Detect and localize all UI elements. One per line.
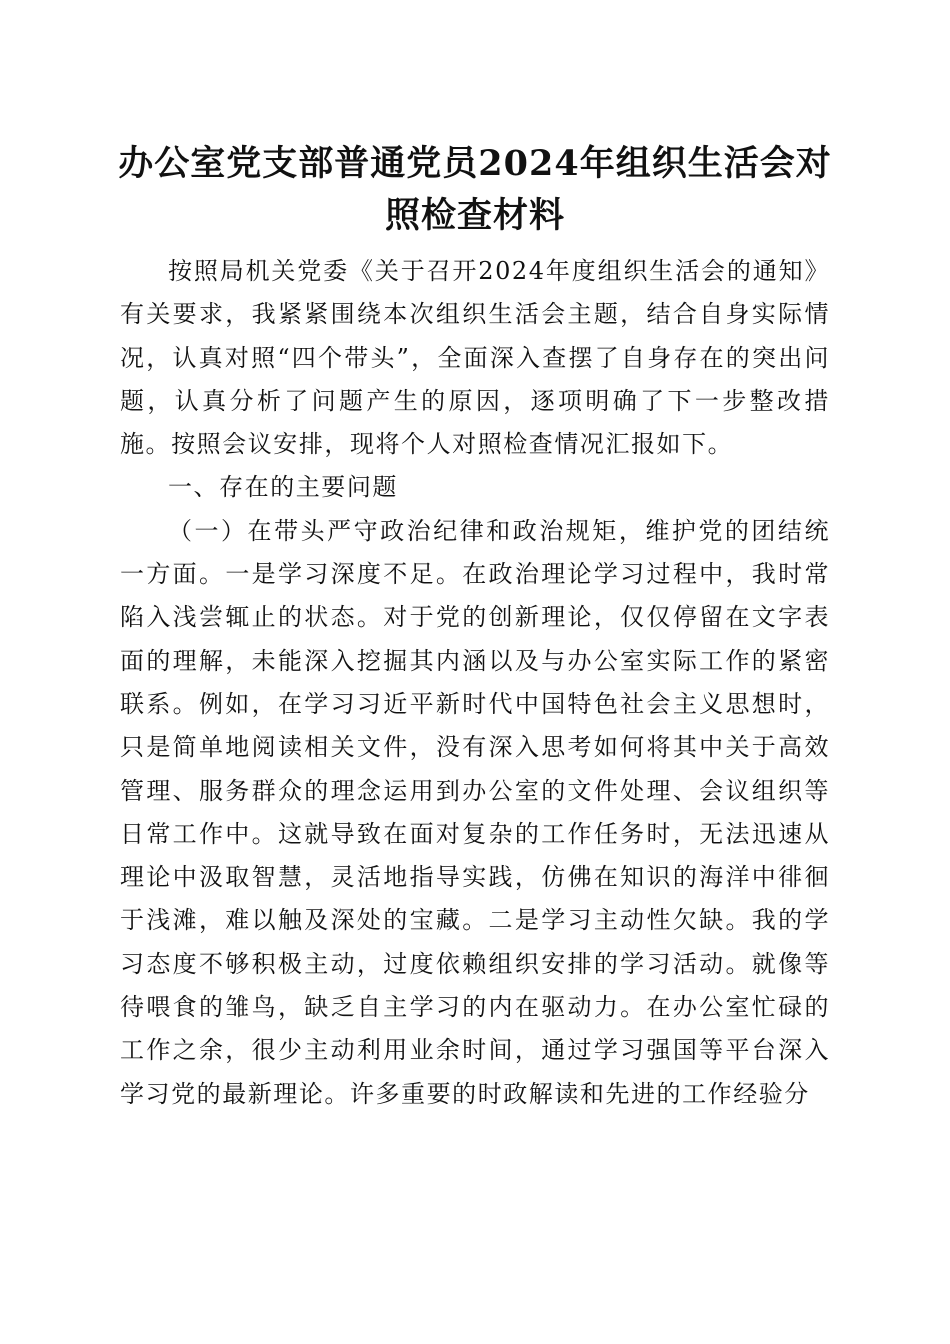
section-heading-problems: 一、存在的主要问题 bbox=[168, 473, 398, 502]
subsection-1-lead: （一）在带头严守政治纪律和政治规矩，维护党的团结统一方面。 bbox=[120, 516, 830, 589]
subsection-1-paragraph bbox=[120, 510, 830, 1116]
document-body bbox=[120, 250, 830, 1116]
subsection-1-body: 一是学习深度不足。在政治理论学习过程中，我时常陷入浅尝辄止的状态。对于党的创新理论，仅仅停留在文字表面的理解，未能深入挖掘其内涵以及与办公室实际工作的紧密联系。例如，在学习习近平新时代中国特色社会主义思想时，只是简单地阅读相关文件，没有深入思考如何将其中关于高效管理、服务群众的理念运用到办公室的文件处理、会议组织等日常工作中。这就导致在面对复杂的工作任务时，无法迅速从理论中汲取智慧，灵活地指导实践，仿佛在知识的海洋中徘徊于浅滩，难以触及深处的宝藏。二是学习主动性欠缺。我的学习态度不够积极主动，过度依赖组织安排的学习活动。就像等待喂食的雏鸟，缺乏自主学习的内在驱动力。在办公室忙碌的工作之余，很少主动利用业余时间，通过学习强国等平台深入学习党的最新理论。许多重要的时政解读和先进的工作经验分 bbox=[120, 560, 831, 1108]
intro-paragraph: 按照局机关党委《关于召开2024年度组织生活会的通知》有关要求，我紧紧围绕本次组织生活会主题，结合自身实际情况，认真对照“四个带头”，全面深入查摆了自身存在的突出问题，认真分析了问题产生的原因，逐项明确了下一步整改措施。按照会议安排，现将个人对照检查情况汇报如下。 bbox=[120, 257, 830, 459]
title-line-1: 办公室党支部普通党员2024年组织生活会对 bbox=[118, 143, 832, 184]
title-line-2: 照检查材料 bbox=[384, 195, 565, 236]
document-title bbox=[110, 138, 840, 242]
